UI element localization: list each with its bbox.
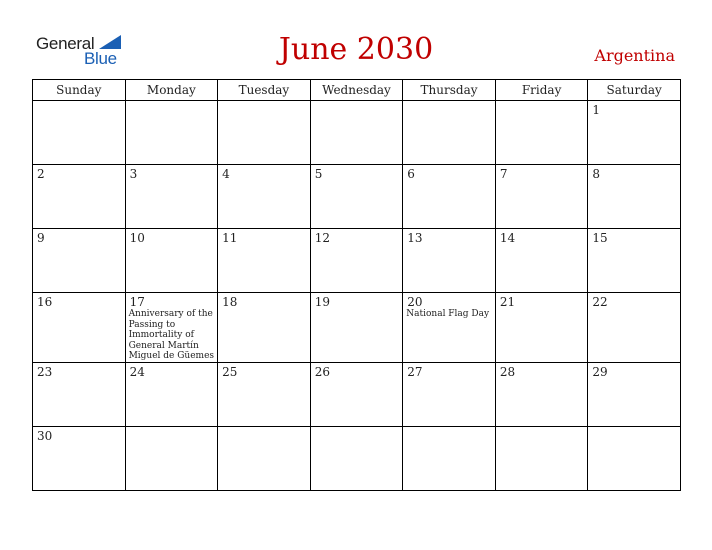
week-row: [33, 165, 681, 229]
day-cell: [33, 293, 126, 363]
weekday-header: Saturday: [588, 80, 681, 101]
day-number: 18: [222, 295, 238, 309]
day-cell: [403, 165, 496, 229]
day-cell: [218, 293, 311, 363]
weekday-header: Friday: [495, 80, 588, 101]
day-cell: [310, 426, 403, 490]
logo-text-blue: Blue: [84, 49, 117, 68]
day-cell: [403, 293, 496, 363]
day-number: 14: [499, 231, 516, 245]
weekday-header-row: [33, 80, 681, 101]
day-number: 19: [314, 295, 330, 309]
day-cell: [495, 229, 588, 293]
day-cell: [588, 165, 681, 229]
day-number: 29: [592, 364, 608, 379]
weekday-header: Sunday: [33, 80, 126, 101]
day-number: 15: [592, 231, 608, 245]
day-cell: [310, 293, 403, 363]
day-number: 10: [129, 231, 145, 245]
day-cell: [495, 362, 588, 426]
day-number: 22: [592, 295, 608, 309]
day-number: 4: [222, 167, 230, 181]
day-number: 6: [407, 167, 415, 181]
week-row: [33, 229, 681, 293]
day-cell: [495, 293, 588, 363]
week-row: [33, 101, 681, 165]
day-number: [218, 427, 310, 429]
day-cell: [588, 101, 681, 165]
holiday-label: Anniversary of the Passing to Immortality of General Martín Miguel de Güemes: [128, 309, 215, 361]
weekday-header: Monday: [125, 80, 218, 101]
day-cell: [588, 229, 681, 293]
day-cell: [125, 165, 218, 229]
day-number: [33, 101, 125, 103]
day-number: 8: [592, 167, 601, 181]
weekday-header: Tuesday: [218, 80, 311, 101]
day-cell: [310, 101, 403, 165]
day-cell: [218, 229, 311, 293]
day-number: 23: [37, 364, 53, 379]
day-number: 21: [499, 295, 516, 309]
day-cell: [33, 229, 126, 293]
day-cell: [218, 362, 311, 426]
day-cell: [33, 362, 126, 426]
day-cell: [310, 229, 403, 293]
week-row: [33, 362, 681, 426]
country-label: Argentina: [594, 46, 675, 65]
day-number: 1: [592, 103, 601, 117]
day-cell: [310, 165, 403, 229]
weekday-header: Wednesday: [310, 80, 403, 101]
day-number: [126, 101, 218, 103]
day-number: 11: [222, 231, 238, 245]
day-number: [126, 427, 218, 429]
holiday-label: National Flag Day: [406, 309, 490, 319]
day-cell: [403, 229, 496, 293]
day-cell: [588, 293, 681, 363]
day-number: [311, 101, 403, 103]
day-cell: [125, 293, 218, 363]
day-cell: [218, 165, 311, 229]
calendar-grid: [32, 79, 681, 491]
day-number: [496, 427, 588, 429]
day-cell: [218, 426, 311, 490]
day-cell: [125, 362, 218, 426]
day-number: 26: [314, 364, 330, 379]
day-number: [496, 101, 588, 103]
week-row: [33, 426, 681, 490]
day-number: 27: [407, 364, 423, 379]
day-number: [588, 427, 680, 429]
logo-text-general: General: [36, 34, 95, 53]
weekday-header: Thursday: [403, 80, 496, 101]
day-cell: [495, 165, 588, 229]
day-cell: [495, 101, 588, 165]
day-number: [403, 427, 495, 429]
day-cell: [33, 101, 126, 165]
day-number: [403, 101, 495, 103]
day-cell: [588, 362, 681, 426]
day-cell: [33, 165, 126, 229]
day-cell: [125, 101, 218, 165]
day-cell: [125, 229, 218, 293]
day-cell: [310, 362, 403, 426]
day-number: 3: [129, 167, 138, 181]
day-number: 30: [37, 428, 53, 443]
day-cell: [588, 426, 681, 490]
week-row: [33, 293, 681, 363]
day-number: 2: [37, 167, 45, 181]
page-title: June 2030: [278, 32, 434, 67]
day-cell: [403, 101, 496, 165]
day-cell: [125, 426, 218, 490]
day-cell: [33, 426, 126, 490]
day-number: 13: [407, 231, 423, 245]
day-cell: [218, 101, 311, 165]
day-number: 12: [314, 231, 330, 245]
day-number: [311, 427, 403, 429]
day-number: 5: [314, 167, 323, 181]
day-number: 9: [37, 231, 45, 245]
day-number: 17: [129, 295, 145, 309]
day-number: 7: [499, 167, 508, 181]
day-number: 25: [222, 364, 238, 379]
day-cell: [403, 362, 496, 426]
day-number: 24: [129, 364, 145, 379]
day-cell: [403, 426, 496, 490]
day-number: 28: [499, 364, 516, 379]
day-cell: [495, 426, 588, 490]
day-number: 20: [407, 295, 423, 309]
day-number: [218, 101, 310, 103]
day-number: 16: [37, 295, 53, 309]
